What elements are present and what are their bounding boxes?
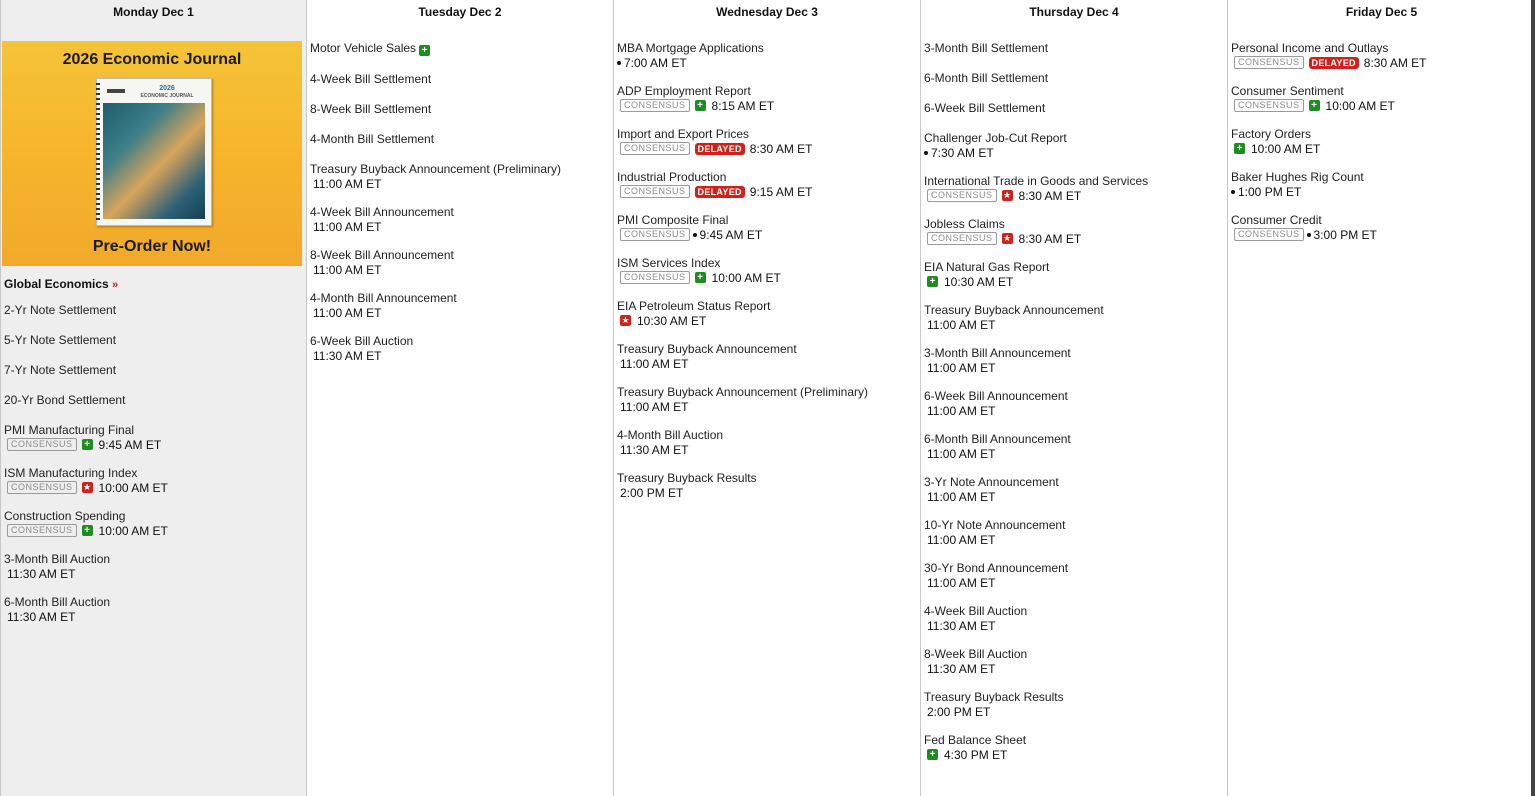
event-time: 11:00 AM ET (927, 317, 996, 332)
consensus-badge[interactable]: CONSENSUS (1234, 99, 1304, 112)
list-item (617, 256, 920, 285)
event-link[interactable]: Personal Income and Outlays (1231, 41, 1389, 55)
red-star-icon[interactable]: ★ (1002, 190, 1012, 200)
list-item (310, 291, 613, 320)
event-link[interactable]: Consumer Sentiment (1231, 84, 1344, 98)
event-time: 10:00 AM ET (98, 523, 168, 538)
green-plus-icon[interactable]: + (927, 749, 938, 760)
event-time: 11:30 AM ET (927, 661, 996, 676)
event-link[interactable]: 4-Week Bill Auction (924, 604, 1028, 618)
event-link[interactable]: 4-Month Bill Announcement (310, 291, 457, 305)
event-link[interactable]: Treasury Buyback Announcement (Preliminary) (310, 162, 561, 176)
green-plus-icon[interactable]: + (1234, 143, 1245, 154)
list-item (924, 131, 1227, 160)
list-item (924, 475, 1227, 504)
list-item (924, 647, 1227, 676)
list-item (924, 389, 1227, 418)
event-time: 7:00 AM ET (624, 55, 687, 70)
event-link[interactable]: Consumer Credit (1231, 213, 1322, 227)
bullet-dot (693, 233, 697, 237)
list-item (924, 217, 1227, 246)
consensus-badge[interactable]: CONSENSUS (7, 481, 77, 494)
day-header: Tuesday Dec 2 (418, 5, 502, 19)
day-column-monday (0, 0, 307, 796)
list-item (310, 41, 613, 56)
event-link[interactable]: 3-Month Bill Announcement (924, 346, 1071, 360)
event-time: 11:30 AM ET (313, 348, 382, 363)
event-time: 10:00 AM ET (98, 480, 168, 495)
list-item (310, 102, 613, 116)
green-plus-icon[interactable]: + (695, 272, 706, 283)
event-link[interactable]: Treasury Buyback Announcement (617, 342, 797, 356)
event-time: 8:30 AM ET (749, 141, 813, 156)
event-link[interactable]: 6-Week Bill Auction (310, 334, 414, 348)
red-star-icon[interactable]: ★ (621, 315, 630, 325)
event-time: 2:00 PM ET (927, 704, 991, 719)
green-plus-icon[interactable]: + (1309, 100, 1320, 111)
list-item (924, 101, 1227, 115)
consensus-badge[interactable]: CONSENSUS (620, 99, 690, 112)
event-link[interactable]: Factory Orders (1231, 127, 1312, 141)
event-link[interactable]: 4-Week Bill Settlement (310, 72, 432, 86)
day-header: Wednesday Dec 3 (716, 5, 818, 19)
list-item (4, 509, 306, 538)
event-link[interactable]: ISM Manufacturing Index (4, 466, 138, 480)
event-link[interactable]: Treasury Buyback Announcement (924, 303, 1104, 317)
delayed-badge: DELAYED (1309, 57, 1359, 69)
event-link[interactable]: 30-Yr Bond Announcement (924, 561, 1069, 575)
list-item (924, 260, 1227, 289)
event-link[interactable]: Baker Hughes Rig Count (1231, 170, 1364, 184)
list-item (310, 162, 613, 191)
green-plus-icon[interactable]: + (82, 439, 93, 450)
consensus-badge[interactable]: CONSENSUS (927, 189, 997, 202)
event-link[interactable]: 20-Yr Bond Settlement (4, 393, 126, 407)
event-time: 11:00 AM ET (313, 219, 382, 234)
event-time: 10:30 AM ET (944, 274, 1014, 289)
event-time: 11:00 AM ET (313, 176, 382, 191)
consensus-badge[interactable]: CONSENSUS (7, 438, 77, 451)
cover-subtitle: ECONOMIC JOURNAL (140, 93, 194, 99)
green-plus-icon[interactable]: + (82, 525, 93, 536)
event-time: 9:45 AM ET (699, 227, 763, 242)
event-time: 11:00 AM ET (927, 532, 996, 547)
publisher-logo (107, 89, 125, 93)
global-economics-link[interactable]: Global Economics » (4, 277, 119, 291)
event-link[interactable]: Treasury Buyback Announcement (Preliminary) (617, 385, 868, 399)
list-item (1231, 127, 1535, 156)
red-star-icon[interactable]: ★ (1002, 233, 1012, 243)
list-item (924, 174, 1227, 203)
event-time: 11:00 AM ET (313, 305, 382, 320)
event-link[interactable]: 6-Month Bill Settlement (924, 71, 1049, 85)
event-link[interactable]: Motor Vehicle Sales (310, 41, 417, 55)
delayed-badge: DELAYED (695, 186, 745, 198)
bullet-dot (924, 151, 928, 155)
event-link[interactable]: 8-Week Bill Announcement (310, 248, 454, 262)
event-link[interactable]: PMI Manufacturing Final (4, 423, 135, 437)
list-item (4, 423, 306, 452)
list-item (1231, 41, 1535, 70)
promo-title: 2026 Economic Journal (62, 51, 242, 68)
spiral-binding (96, 83, 100, 221)
event-time: 11:30 AM ET (7, 609, 76, 624)
event-time: 7:30 AM ET (931, 145, 994, 160)
scrollbar-edge[interactable] (1531, 0, 1535, 796)
bullet-dot (617, 61, 621, 65)
consensus-badge[interactable]: CONSENSUS (927, 232, 997, 245)
list-item (4, 466, 306, 495)
list-item (1231, 213, 1535, 242)
event-link[interactable]: Challenger Job-Cut Report (924, 131, 1067, 145)
list-item (310, 205, 613, 234)
list-item (1231, 84, 1535, 113)
event-link[interactable]: 2-Yr Note Settlement (4, 303, 117, 317)
event-link[interactable]: ISM Services Index (617, 256, 721, 270)
event-link[interactable]: 8-Week Bill Settlement (310, 102, 432, 116)
consensus-badge[interactable]: CONSENSUS (1234, 56, 1304, 69)
event-time: 11:00 AM ET (313, 262, 382, 277)
consensus-badge[interactable]: CONSENSUS (7, 524, 77, 537)
event-link[interactable]: EIA Natural Gas Report (924, 260, 1050, 274)
event-link[interactable]: Import and Export Prices (617, 127, 750, 141)
list-item (924, 41, 1227, 55)
day-column-friday (1228, 0, 1535, 796)
list-item (310, 334, 613, 363)
event-time: 3:00 PM ET (1313, 227, 1377, 242)
event-time: 9:45 AM ET (98, 437, 162, 452)
event-link[interactable]: Treasury Buyback Results (924, 690, 1064, 704)
event-time: 8:30 AM ET (1363, 55, 1427, 70)
list-item (4, 303, 306, 317)
list-item (924, 303, 1227, 332)
list-item (617, 127, 920, 156)
list-item (617, 385, 920, 414)
event-link[interactable]: PMI Composite Final (617, 213, 729, 227)
event-time: 11:00 AM ET (620, 399, 689, 414)
day-column-tuesday (307, 0, 614, 796)
list-item (617, 299, 920, 328)
list-item (4, 333, 306, 347)
journal-promo-banner[interactable] (2, 41, 302, 266)
list-item (617, 84, 920, 113)
event-link[interactable]: 4-Month Bill Settlement (310, 132, 435, 146)
event-link[interactable]: 4-Week Bill Announcement (310, 205, 454, 219)
event-time: 8:15 AM ET (711, 98, 775, 113)
event-time: 11:00 AM ET (927, 575, 996, 590)
list-item (924, 346, 1227, 375)
event-time: 1:00 PM ET (1238, 184, 1302, 199)
day-column-wednesday (614, 0, 921, 796)
consensus-badge[interactable]: CONSENSUS (620, 228, 690, 241)
event-link[interactable]: 8-Week Bill Auction (924, 647, 1028, 661)
consensus-badge[interactable]: CONSENSUS (1234, 228, 1304, 241)
list-item (310, 72, 613, 86)
event-link[interactable]: 7-Yr Note Settlement (4, 363, 117, 377)
event-time: 11:30 AM ET (620, 442, 689, 457)
event-time: 8:30 AM ET (1018, 188, 1082, 203)
red-star-icon[interactable]: ★ (82, 482, 92, 492)
green-plus-icon[interactable]: + (695, 100, 706, 111)
event-link[interactable]: 6-Week Bill Settlement (924, 101, 1046, 115)
event-link[interactable]: Construction Spending (4, 509, 126, 523)
list-item (310, 132, 613, 146)
list-item (617, 428, 920, 457)
event-link[interactable]: Industrial Production (617, 170, 727, 184)
bullet-dot (1307, 233, 1311, 237)
pre-order-cta[interactable]: Pre-Order Now! (92, 238, 212, 255)
bullet-dot (1231, 190, 1235, 194)
event-time: 11:00 AM ET (927, 360, 996, 375)
event-time: 10:00 AM ET (711, 270, 781, 285)
event-time: 9:15 AM ET (749, 184, 813, 199)
event-link[interactable]: 6-Month Bill Auction (4, 595, 111, 609)
event-link[interactable]: ADP Employment Report (617, 84, 751, 98)
event-link[interactable]: MBA Mortgage Applications (617, 41, 764, 55)
event-time: 11:00 AM ET (927, 446, 996, 461)
list-item (924, 690, 1227, 719)
green-plus-icon[interactable]: + (419, 45, 430, 56)
event-link[interactable]: 3-Month Bill Settlement (924, 41, 1049, 55)
list-item (924, 518, 1227, 547)
event-link[interactable]: 10-Yr Note Announcement (924, 518, 1066, 532)
chevron-right-icon: » (112, 279, 119, 291)
list-item (4, 363, 306, 377)
list-item (4, 595, 306, 624)
event-link[interactable]: 5-Yr Note Settlement (4, 333, 117, 347)
list-item (617, 342, 920, 371)
event-link[interactable]: Fed Balance Sheet (924, 733, 1027, 747)
list-item (4, 393, 306, 407)
event-link[interactable]: Jobless Claims (924, 217, 1005, 231)
event-link[interactable]: 6-Month Bill Announcement (924, 432, 1071, 446)
list-item (924, 733, 1227, 762)
delayed-badge: DELAYED (695, 143, 745, 155)
list-item (1231, 170, 1535, 199)
day-column-thursday (921, 0, 1228, 796)
list-item (310, 248, 613, 277)
event-link[interactable]: 3-Month Bill Auction (4, 552, 111, 566)
event-time: 4:30 PM ET (944, 747, 1008, 762)
event-link[interactable]: 6-Week Bill Announcement (924, 389, 1068, 403)
list-item (924, 71, 1227, 85)
consensus-badge[interactable]: CONSENSUS (620, 142, 690, 155)
list-item (924, 432, 1227, 461)
list-item (924, 561, 1227, 590)
event-time: 10:00 AM ET (1325, 98, 1395, 113)
day-header: Thursday Dec 4 (1029, 5, 1119, 19)
cover-year: 2026 (159, 85, 175, 92)
consensus-badge[interactable]: CONSENSUS (620, 185, 690, 198)
event-time: 10:30 AM ET (637, 313, 707, 328)
day-header: Monday Dec 1 (113, 5, 194, 19)
list-item (617, 170, 920, 199)
event-link[interactable]: 3-Yr Note Announcement (924, 475, 1059, 489)
event-time: 10:00 AM ET (1251, 141, 1321, 156)
event-link[interactable]: Treasury Buyback Results (617, 471, 757, 485)
event-link[interactable]: EIA Petroleum Status Report (617, 299, 771, 313)
event-time: 11:00 AM ET (620, 356, 689, 371)
green-plus-icon[interactable]: + (927, 276, 938, 287)
day-header: Friday Dec 5 (1345, 5, 1418, 19)
event-time: 11:30 AM ET (7, 566, 76, 581)
list-item (4, 552, 306, 581)
event-time: 11:30 AM ET (927, 618, 996, 633)
event-link[interactable]: 4-Month Bill Auction (617, 428, 724, 442)
consensus-badge[interactable]: CONSENSUS (620, 271, 690, 284)
event-time: 2:00 PM ET (620, 485, 684, 500)
journal-cover-image (96, 78, 212, 226)
event-time: 11:00 AM ET (927, 489, 996, 504)
list-item (924, 604, 1227, 633)
list-item (617, 213, 920, 242)
event-link[interactable]: International Trade in Goods and Services (924, 174, 1149, 188)
bull-bear-artwork (103, 103, 205, 219)
event-time: 8:30 AM ET (1018, 231, 1082, 246)
event-time: 11:00 AM ET (927, 403, 996, 418)
list-item (617, 471, 920, 500)
list-item (617, 41, 920, 70)
